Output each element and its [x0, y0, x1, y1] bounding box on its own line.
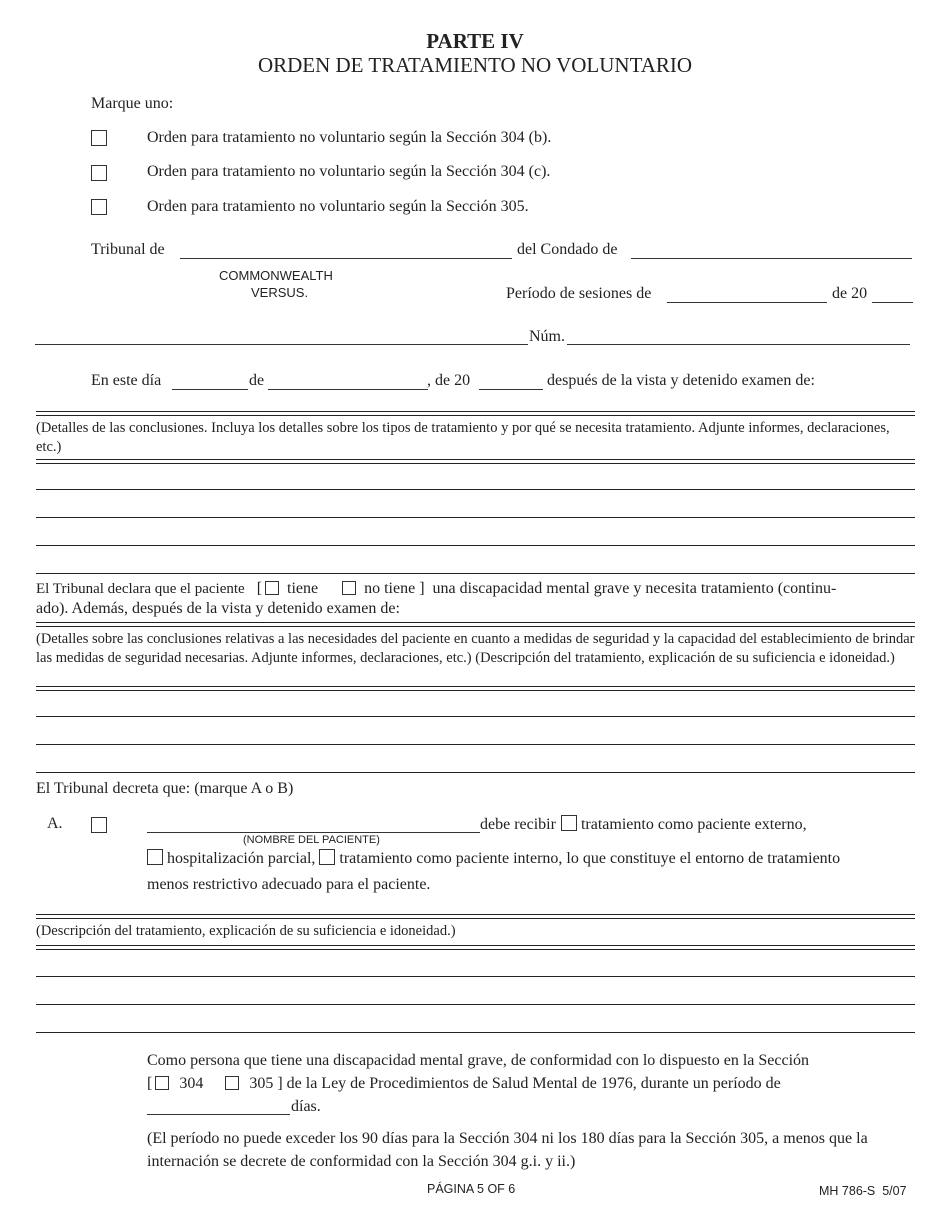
- session-field[interactable]: [667, 302, 827, 303]
- treatment-line[interactable]: [36, 1004, 915, 1005]
- declaration-line: [36, 580, 836, 598]
- section-divider: [36, 686, 915, 691]
- decree-line2: [147, 849, 840, 868]
- inpatient-label: tratamiento como paciente interno, lo que constituye el entorno de tratamiento: [339, 850, 841, 867]
- month-field[interactable]: [268, 389, 428, 390]
- defendant-field[interactable]: [35, 344, 528, 345]
- patient-name-field[interactable]: [147, 832, 480, 833]
- option-304b-label: Orden para tratamiento no voluntario según la Sección 304 (b).: [147, 129, 552, 146]
- part-heading: PARTE IV: [426, 29, 524, 53]
- safety-line[interactable]: [36, 744, 915, 745]
- county-field[interactable]: [631, 258, 912, 259]
- section-divider: [36, 945, 915, 950]
- tribunal-field[interactable]: [180, 258, 512, 259]
- has-not-label: no tiene ]: [364, 580, 425, 597]
- date-suffix: después de la vista y detenido examen de:: [547, 372, 815, 389]
- safety-line[interactable]: [36, 716, 915, 717]
- decree-label: El Tribunal decreta que: (marque A o B): [36, 780, 294, 797]
- findings-line[interactable]: [36, 545, 915, 546]
- section-304-label: 304: [179, 1075, 204, 1092]
- county-label: del Condado de: [517, 241, 618, 258]
- outpatient-label: tratamiento como paciente externo,: [580, 816, 807, 833]
- has-not-disability-checkbox[interactable]: [342, 581, 356, 595]
- declaration-bracket: [: [256, 580, 263, 597]
- section-divider: [36, 914, 915, 919]
- section-305-label: 305 ]: [249, 1075, 283, 1092]
- day-field[interactable]: [172, 389, 248, 390]
- option-305-label: Orden para tratamiento no voluntario según la Sección 305.: [147, 198, 529, 215]
- session-year-label: de 20: [832, 285, 868, 302]
- date-de-label: de: [249, 372, 265, 389]
- days-label: días.: [291, 1098, 321, 1115]
- option-304c-checkbox[interactable]: [91, 165, 107, 181]
- has-disability-checkbox[interactable]: [265, 581, 279, 595]
- restrictive-label: menos restrictivo adecuado para el paciente.: [147, 876, 431, 893]
- inpatient-checkbox[interactable]: [319, 849, 335, 865]
- has-label: tiene: [287, 580, 319, 597]
- date-year-label: , de 20: [427, 372, 471, 389]
- section-divider: [36, 622, 915, 627]
- option-304b-checkbox[interactable]: [91, 130, 107, 146]
- limit-note: (El período no puede exceder los 90 días para la Sección 304 ni los 180 días para la Sección 305, a menos que la internación se decrete de conformidad con la Sección 304 g.i. y ii.): [147, 1130, 868, 1170]
- option-a-checkbox[interactable]: [91, 817, 107, 833]
- decree-line1: [480, 815, 807, 834]
- disability-line2-suffix: de la Ley de Procedimientos de Salud Mental de 1976, durante un período de: [286, 1075, 781, 1092]
- section-divider: [36, 411, 915, 416]
- must-receive-label: debe recibir: [480, 816, 556, 833]
- findings-note: (Detalles de las conclusiones. Incluya los detalles sobre los tipos de tratamiento y por qué se necesita tratamiento. Adjunte informes, declaraciones, etc.): [36, 420, 890, 455]
- session-label: Período de sesiones de: [506, 285, 652, 302]
- form-id: [819, 1184, 907, 1198]
- safety-line[interactable]: [36, 772, 915, 773]
- section-bracket: [: [147, 1075, 153, 1092]
- number-field[interactable]: [567, 344, 910, 345]
- disability-line1: Como persona que tiene una discapacidad mental grave, de conformidad con lo dispuesto en la Sección: [147, 1052, 810, 1069]
- disability-line2: [147, 1075, 781, 1093]
- findings-line[interactable]: [36, 517, 915, 518]
- form-number: MH 786-S: [819, 1184, 876, 1198]
- number-label: Núm.: [529, 328, 565, 345]
- declaration-line2: ado). Además, después de la vista y detenido examen de:: [36, 600, 400, 617]
- date-prefix: En este día: [91, 372, 162, 389]
- session-year-field[interactable]: [872, 302, 913, 303]
- declaration-suffix: una discapacidad mental grave y necesita tratamiento (continu-: [432, 580, 837, 597]
- safety-note: (Detalles sobre las conclusiones relativas a las necesidades del paciente en cuanto a medidas de seguridad y la capacidad del establecimiento de brindar las medidas de seguridad necesarias. Adjunte informes, declaraciones, etc.) (Descripción del tratamiento, explicación de su suficiencia e idoneidad.): [36, 631, 915, 666]
- treatment-line[interactable]: [36, 1032, 915, 1033]
- partial-hospitalization-checkbox[interactable]: [147, 849, 163, 865]
- year-field[interactable]: [479, 389, 543, 390]
- partial-hospitalization-label: hospitalización parcial,: [167, 850, 316, 867]
- option-305-checkbox[interactable]: [91, 199, 107, 215]
- commonwealth-label: COMMONWEALTH: [219, 268, 333, 283]
- tribunal-label: Tribunal de: [91, 241, 165, 258]
- findings-line[interactable]: [36, 489, 915, 490]
- option-304c-label: Orden para tratamiento no voluntario según la Sección 304 (c).: [147, 163, 551, 180]
- findings-line[interactable]: [36, 573, 915, 574]
- section-divider: [36, 459, 915, 464]
- outpatient-checkbox[interactable]: [561, 815, 577, 831]
- option-a-label: A.: [47, 815, 63, 832]
- page-number: PÁGINA 5 OF 6: [427, 1182, 516, 1196]
- page-title: ORDEN DE TRATAMIENTO NO VOLUNTARIO: [257, 53, 693, 77]
- patient-name-caption: (NOMBRE DEL PACIENTE): [243, 834, 380, 846]
- treatment-line[interactable]: [36, 976, 915, 977]
- mark-one-label: Marque uno:: [91, 95, 174, 112]
- days-field[interactable]: [147, 1114, 290, 1115]
- section-305-checkbox[interactable]: [225, 1076, 239, 1090]
- versus-label: VERSUS.: [251, 285, 309, 300]
- form-date: 5/07: [882, 1184, 907, 1198]
- declaration-prefix: El Tribunal declara que el paciente: [36, 581, 245, 597]
- treatment-note: (Descripción del tratamiento, explicación de su suficiencia e idoneidad.): [36, 923, 456, 939]
- section-304-checkbox[interactable]: [155, 1076, 169, 1090]
